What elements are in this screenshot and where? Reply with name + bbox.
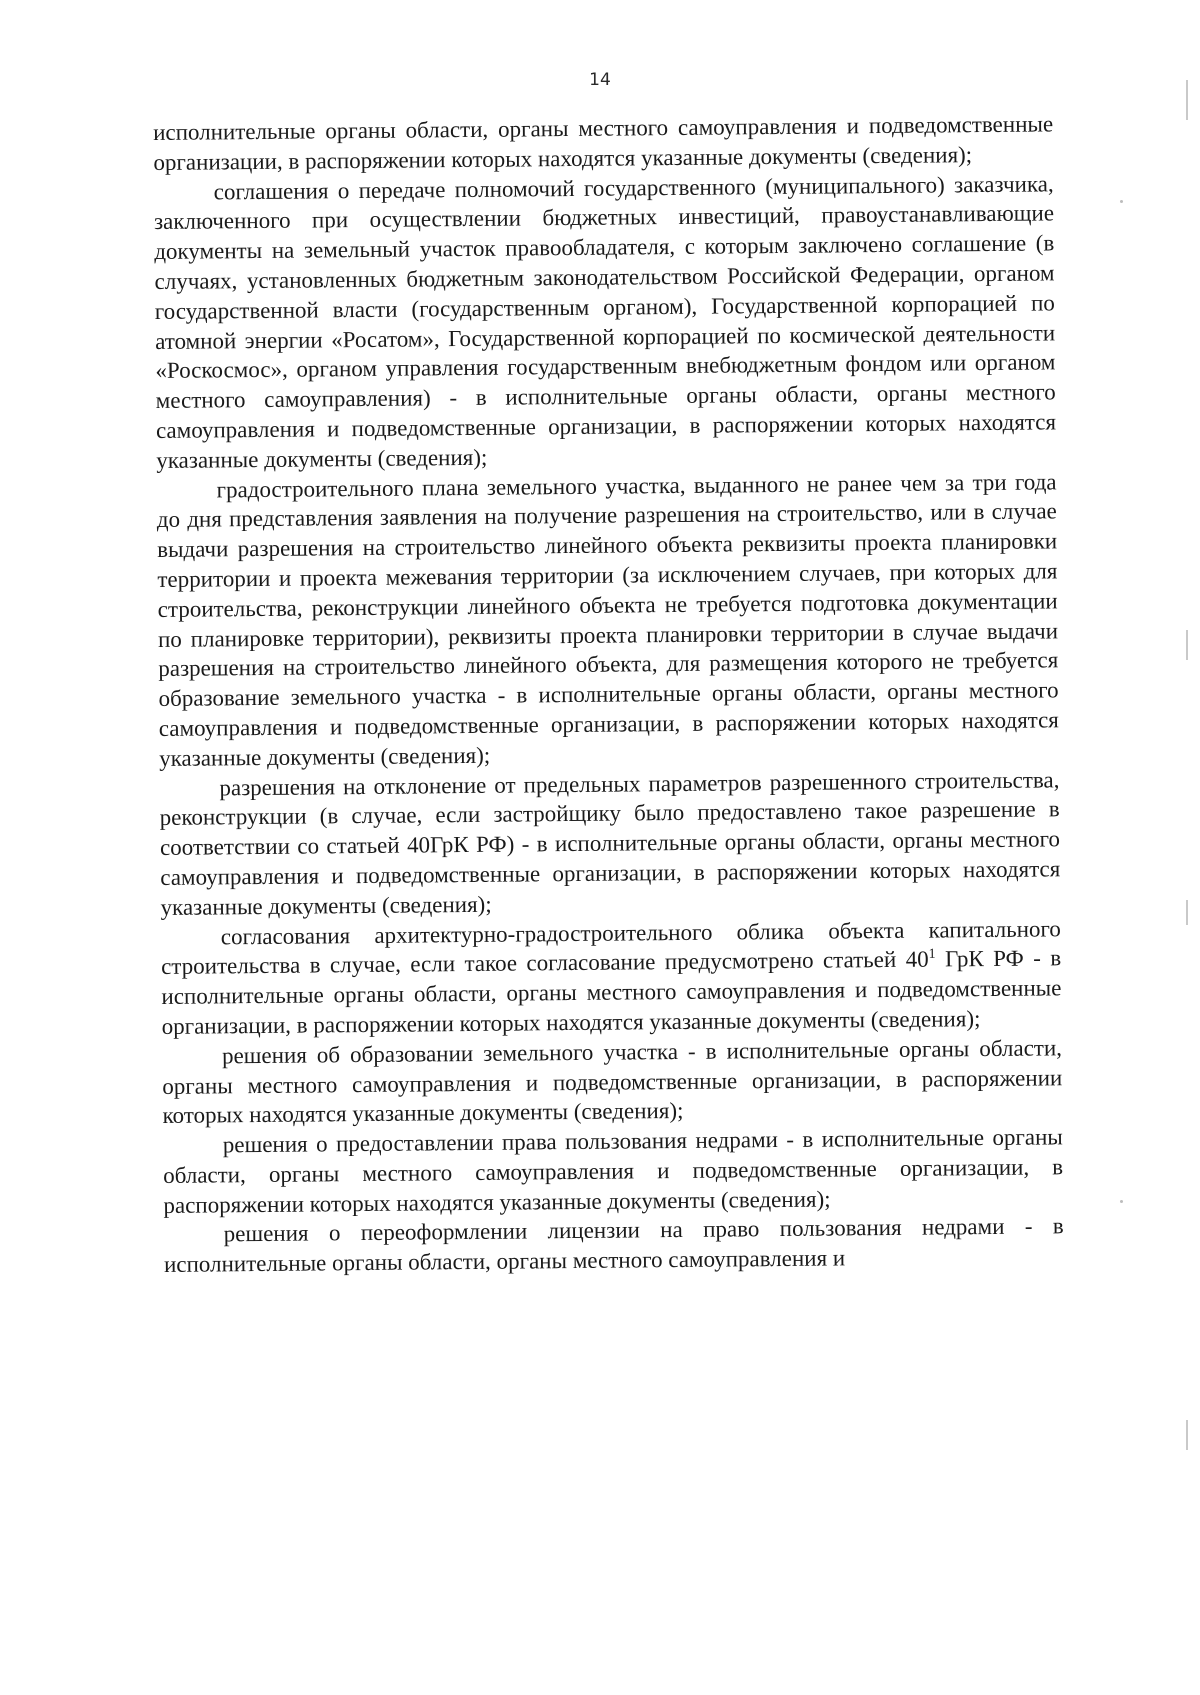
paragraph-1: исполнительные органы области, органы местного самоуправления и подведомственные организации, в распоряжении которых находятся указанные документы (сведения); [153,111,1054,175]
paragraph-2: соглашения о передаче полномочий государственного (муниципального) заказчика, заключенного при осуществлении бюджетных инвестиций, правоустанавливающие документы на земельный участок правообладателя, с которым заключено соглашение (в случаях, установленных бюджетным законодательством Российской Федерации, органом государственной власти (государственным органом), Государственной корпорацией по атомной энергии «Росатом», Государственной корпорацией по космической деятельности «Роскосмос», органом управления государственным внебюджетным фондом или органом местного самоуправления) - в исполнительные органы области, органы местного самоуправления и подведомственные организации, в распоряжении которых находятся указанные документы (сведения); [153,170,1057,473]
paragraph-3: градостроительного плана земельного участка, выданного не ранее чем за три года до дня представления заявления на получение разрешения на строительство, или в случае выдачи разрешения на строительство линейного объекта реквизиты проекта планировки территории и проекта межевания территории (за исключением случаев, при которых для строительства, реконструкции линейного объекта не требуется подготовка документации по планировке территории), реквизиты проекта планировки территории в случае выдачи разрешения на строительство линейного объекта, для размещения которого не требуется образование земельного участка - в исполнительные органы области, органы местного самоуправления и подведомственные организации, в распоряжении которых находятся указанные документы (сведения); [156,468,1059,771]
scan-edge-mark [1186,1420,1188,1450]
paragraph-5-text-after: ГрК РФ - в исполнительные органы области, органы местного самоуправления и подведомственные организации, в распоряжении которых находятся указанные документы (сведения); [161,945,1062,1039]
paragraph-5-text-before: согласования архитектурно-градостроительного облика объекта капитального строительства в случае, если такое согласование предусмотрено статьей 40 [161,915,1061,980]
article-superscript: 1 [928,947,936,963]
scan-speck [1120,1200,1123,1203]
scan-speck [1120,200,1123,203]
paragraph-4: разрешения на отклонение от предельных параметров разрешенного строительства, реконструкции (в случае, если застройщику было предоставлено такое разрешение в соответствии со статьей 40ГрК РФ) - в исполнительные органы области, органы местного самоуправления и подведомственные организации, в распоряжении которых находятся указанные документы (сведения); [159,766,1061,920]
paragraph-8: решения о переоформлении лицензии на право пользования недрами - в исполнительные органы области, органы местного самоуправления и [163,1213,1064,1278]
page-number: 14 [589,70,611,90]
scan-edge-mark [1186,900,1188,925]
document-body [153,109,1064,1280]
paragraph-7: решения о предоставлении права пользования недрами - в исполнительные органы области, органы местного самоуправления и подведомственные организации, в распоряжении которых находятся указанные документы (сведения); [163,1124,1064,1218]
paragraph-5 [161,914,1062,1042]
paragraph-6: решения об образовании земельного участка - в исполнительные органы области, органы местного самоуправления и подведомственные организации, в распоряжении которых находятся указанные документы (сведения); [162,1035,1063,1129]
scan-edge-mark [1186,80,1188,120]
scan-edge-mark [1186,630,1188,660]
